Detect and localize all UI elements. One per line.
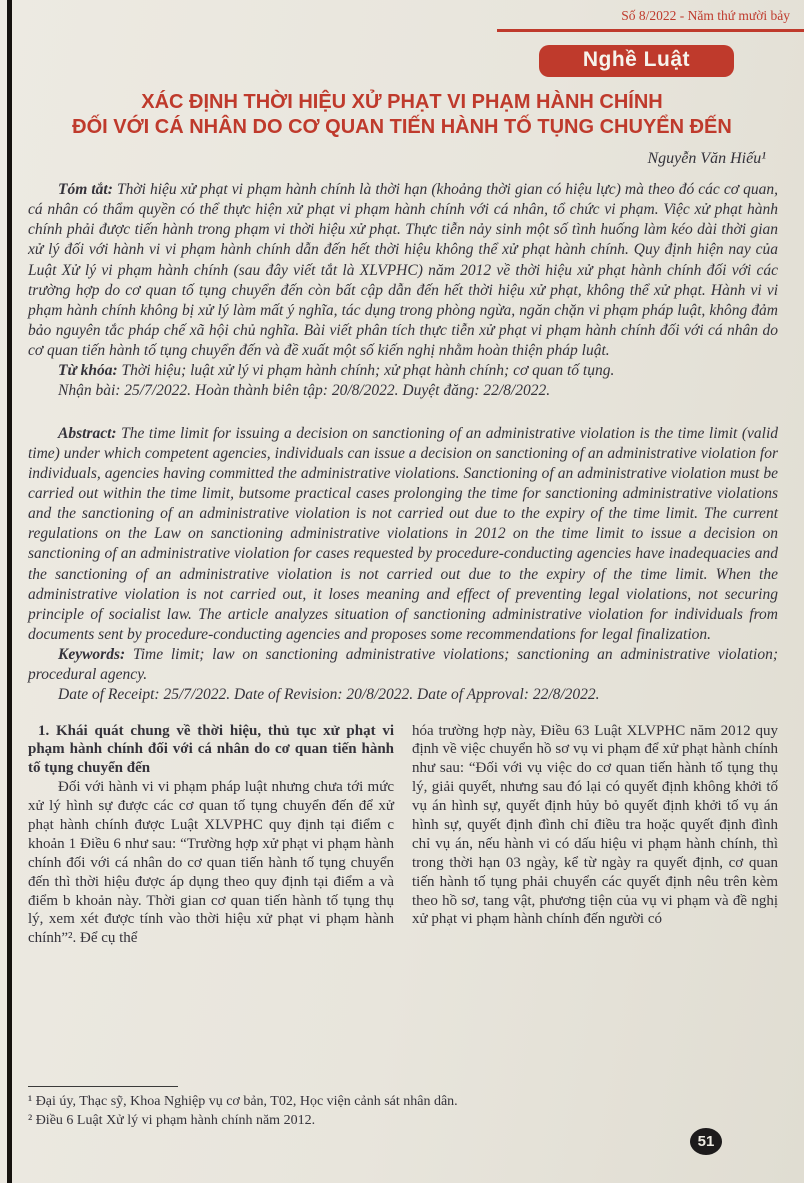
abstract-en-text: The time limit for issuing a decision on sanctioning of an administrative violation is the time limit (valid time) under which competent agencies, individuals can issue a decision on sanctioning of an administrative violation for individuals, agencies having committed the administrative violations. Sanctioning of an administrative violation must be carried out within the time limit, butsome practical cases prolonging the time for sanctioning administrative violations and the sanctioning of an administrative violation is not carried out due to the expiry of the time limit. The current regulations on the Law on sanctioning administrative violations in 2012 on the time limit to issue a decision on sanctioning of an administrative violation for cases requested by procedure-conducting agencies have inadequacies and the sanctioning of an administrative violation is not carried out due to the expiry of the time limit. When the administrative violation is not carried out, it loses meaning and effect of preventing legal violations, not securing principle of socialist law. The article analyzes situation of sanctioning administrative violation for individuals from documents sent by procedure-conducting agencies and proposes some recommendations for legal finalization.	[28, 424, 779, 643]
keywords-en-label: Keywords:	[58, 646, 126, 664]
abstract-vietnamese	[28, 180, 778, 402]
right-column-paragraph: hóa trường hợp này, Điều 63 Luật XLVPHC năm 2012 quy định về việc chuyển hồ sơ vụ vi phạm để xử phạt hành chính như sau: “Đối với vụ việc do cơ quan tiến hành tố tụng thụ lý, giải quyết, nhưng sau đó lại có quyết định không khởi tố vụ án hình sự, quyết định hủy bỏ quyết định khởi tố vụ án hình sự, quyết định đình chỉ điều tra hoặc quyết định đình chỉ vụ án, nếu hành vi có dấu hiệu vi phạm hành chính, thì trong thời hạn 03 ngày, kể từ ngày ra quyết định, cơ quan tiến hành tố tụng phải chuyển các quyết định nêu trên kèm theo hồ sơ, tang vật, phương tiện của vụ vi phạm và đề nghị xử phạt vi phạm hành chính đến người có	[412, 722, 778, 928]
article-title-line1: XÁC ĐỊNH THỜI HIỆU XỬ PHẠT VI PHẠM HÀNH CHÍNH	[141, 91, 663, 113]
left-column-paragraph: Đối với hành vi vi phạm pháp luật nhưng chưa tới mức xử lý hình sự được các cơ quan tố tụng chuyển đến để xử phạt hành chính được Luật XLVPHC quy định tại điểm c khoản 1 Điều 6 như sau: “Trường hợp xử phạt vi phạm hành chính đối với cá nhân do cơ quan tiến hành tố tụng chuyển đến thì thời hiệu được áp dụng theo quy định tại điểm a và điểm b khoản này. Thời gian cơ quan tiến hành tố tụng thụ lý, xem xét được tính vào thời hiệu xử phạt vi phạm hành chính”². Để cụ thể	[28, 779, 394, 947]
dates-en-line: Date of Receipt: 25/7/2022. Date of Revision: 20/8/2022. Date of Approval: 22/8/2022.	[58, 686, 600, 704]
footnotes	[28, 1086, 624, 1131]
keywords-vi-line	[28, 361, 778, 381]
section-1-heading: 1. Khái quát chung về thời hiệu, thủ tục xử phạt vi phạm hành chính đối với cá nhân do cơ quan tiến hành tố tụng chuyển đến	[28, 722, 394, 777]
dates-vi-line: Nhận bài: 25/7/2022. Hoàn thành biên tập: 20/8/2022. Duyệt đăng: 22/8/2022.	[58, 382, 551, 400]
footnote-1: ¹ Đại úy, Thạc sỹ, Khoa Nghiệp vụ cơ bản, T02, Học viện cảnh sát nhân dân.	[28, 1093, 458, 1109]
keywords-vi-label: Từ khóa:	[58, 362, 118, 380]
body-columns	[28, 722, 778, 949]
abstract-vi-label: Tóm tắt:	[58, 181, 113, 198]
article-title-line2: ĐỐI VỚI CÁ NHÂN DO CƠ QUAN TIẾN HÀNH TỐ TỤNG CHUYỂN ĐẾN	[72, 116, 732, 138]
abstract-en-label: Abstract:	[58, 424, 117, 442]
issue-info: Số 8/2022 - Năm thứ mười bảy	[621, 8, 790, 23]
left-binding-line	[7, 0, 12, 1183]
page-number-badge: 51	[690, 1128, 722, 1155]
right-column	[412, 722, 778, 949]
keywords-en-text: Time limit; law on sanctioning administrative violations; sanctioning an administrative violation; procedural agency.	[28, 646, 778, 684]
abstract-vi-text: Thời hiệu xử phạt vi phạm hành chính là thời hạn (khoảng thời gian có hiệu lực) mà theo đó các cơ quan, cá nhân có thẩm quyền có thể thực hiện xử phạt vi phạm hành chính với cá nhân, tổ chức vi phạm. Việc xử phạt hành chính phải được tiến hành trong phạm vi thời hiệu xử phạt. Thực tiễn nảy sinh một số tình huống làm kéo dài thời gian xử lý đối với hành vi vi phạm hành chính dẫn đến hết thời hiệu không thể xử phạt hành chính. Quy định hiện nay của Luật Xử lý vi phạm hành chính (sau đây viết tắt là XLVPHC) năm 2012 về thời hiệu xử phạt hành chính đối với các trường hợp do cơ quan tố tụng chuyển đến còn bất cập dẫn đến hết thời hiệu xử phạt, không thể xử phạt. Hành vi vi phạm hành chính không bị xử lý làm mất ý nghĩa, tác dụng trong phòng ngừa, ngăn chặn vi phạm pháp luật, không đảm bảo nguyên tắc pháp chế xã hội chủ nghĩa. Bài viết phân tích thực tiễn xử phạt vi phạm hành chính đối với cá nhân do cơ quan tiến hành tố tụng chuyển đến và đề xuất một số kiến nghị nhằm hoàn thiện pháp luật.	[28, 181, 778, 360]
footnote-2: ² Điều 6 Luật Xử lý vi phạm hành chính năm 2012.	[28, 1113, 316, 1129]
journal-badge: Nghề Luật	[539, 45, 734, 77]
author-byline: Nguyễn Văn Hiếu¹	[647, 150, 766, 167]
abstract-english	[28, 424, 778, 706]
keywords-vi-text: Thời hiệu; luật xử lý vi phạm hành chính; xử phạt hành chính; cơ quan tố tụng.	[121, 362, 615, 380]
abstract-vi-paragraph	[28, 180, 778, 361]
abstract-en-paragraph	[28, 424, 778, 646]
header-rule	[497, 29, 804, 32]
left-column	[28, 722, 394, 949]
footnote-separator-rule	[28, 1086, 178, 1087]
keywords-en-line	[28, 645, 778, 685]
